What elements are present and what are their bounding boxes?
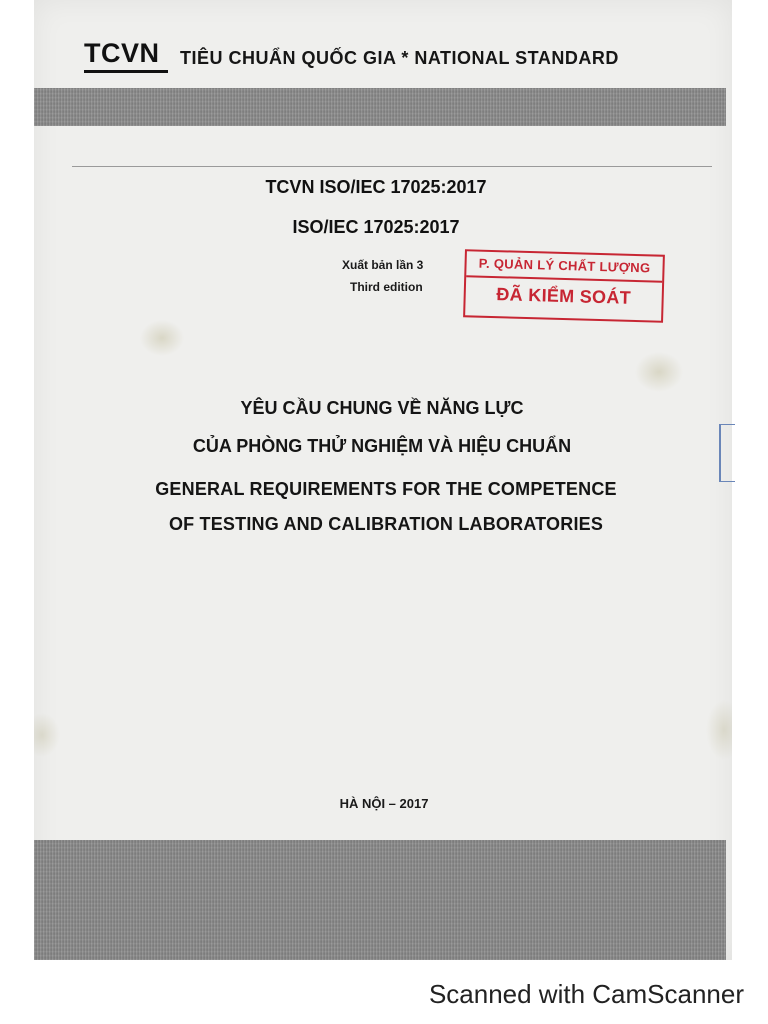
header-rule <box>72 166 712 167</box>
header-gray-band <box>34 88 726 126</box>
stamp-status: ĐÃ KIỂM SOÁT <box>496 284 632 308</box>
title-vn-line-1: YÊU CẦU CHUNG VỀ NĂNG LỰC <box>240 398 524 418</box>
edition-en: Third edition <box>350 280 423 294</box>
stamp-department: P. QUẢN LÝ CHẤT LƯỢNG <box>478 255 651 276</box>
standard-code-iso: ISO/IEC 17025:2017 <box>292 217 460 237</box>
title-en-line-1: GENERAL REQUIREMENTS FOR THE COMPETENCE <box>155 479 617 499</box>
document-header <box>84 36 704 76</box>
title-en-line-2: OF TESTING AND CALIBRATION LABORATORIES <box>168 514 604 534</box>
scanner-watermark: Scanned with CamScanner <box>428 979 744 1009</box>
edition-vn: Xuất bản lần 3 <box>342 258 424 272</box>
stamp-divider <box>466 275 662 282</box>
tcvn-logo-underline <box>84 70 168 73</box>
standard-code-vn: TCVN ISO/IEC 17025:2017 <box>265 177 487 197</box>
header-title: TIÊU CHUẨN QUỐC GIA * NATIONAL STANDARD <box>180 48 619 68</box>
edge-tab-mark <box>719 424 735 482</box>
control-stamp <box>463 249 665 323</box>
footer-gray-band <box>34 840 726 960</box>
tcvn-logo: TCVN <box>84 38 160 68</box>
title-vn-line-2: CỦA PHÒNG THỬ NGHIỆM VÀ HIỆU CHUẨN <box>192 436 572 456</box>
place-date: HÀ NỘI – 2017 <box>339 796 429 811</box>
